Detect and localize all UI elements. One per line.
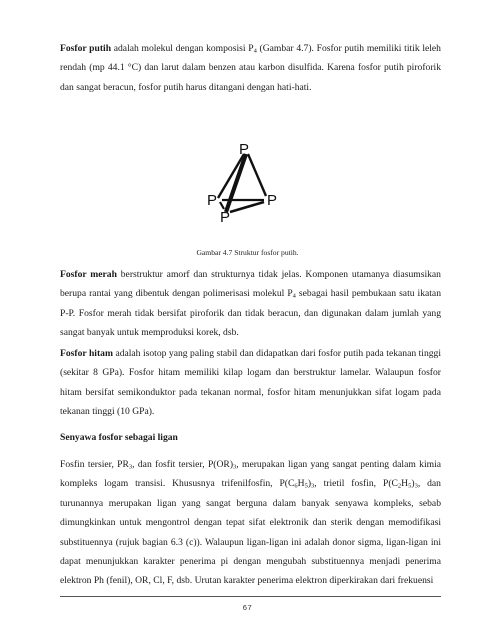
page-number: 67 xyxy=(242,603,253,612)
subscript: 6 xyxy=(294,482,298,490)
figure-caption: Gambar 4.7 Struktur fosfor putih. xyxy=(196,248,299,257)
subscript: 3 xyxy=(233,463,237,471)
paragraph-text: H xyxy=(297,478,305,490)
paragraph-text: , dan fosfit tersier, P(OR) xyxy=(132,459,234,470)
paragraph-fosfor-putih xyxy=(60,39,441,97)
subscript: 2 xyxy=(397,482,402,490)
subscript: 3 xyxy=(311,482,315,490)
bond-line xyxy=(226,154,246,212)
bond-line xyxy=(220,202,224,209)
term-fosfor-merah: Fosfor merah xyxy=(60,269,117,280)
term-fosfor-putih: Fosfor putih xyxy=(60,43,112,54)
bond-line xyxy=(248,154,266,196)
paragraph-fosfor-merah xyxy=(60,265,441,343)
subscript: 3 xyxy=(414,482,418,490)
paragraph-text: (Gambar 4.7). Fosfor putih memiliki titik leleh rendah (mp 44.1 °C) dan larut dalam benzen atau karbon disulfida. Karena fosfor putih piroforik dan sangat beracun, fosfor putih harus ditangani dengan hati-hati. xyxy=(60,43,441,93)
bond-line xyxy=(230,202,264,212)
section-heading: Senyawa fosfor sebagai ligan xyxy=(60,432,178,443)
paragraph-text: Fosfin tersier, PR xyxy=(60,459,129,470)
white-phosphorus-structure-figure xyxy=(180,140,320,240)
subscript: 4 xyxy=(292,292,296,300)
phosphorus-atom-left: P xyxy=(207,192,218,209)
phosphorus-atom-right: P xyxy=(267,192,278,209)
subscript: 5 xyxy=(304,482,308,490)
subscript: 3 xyxy=(128,463,133,471)
paragraph-text: sebagai hasil pembukaan satu ikatan P-P. Fosfor merah tidak bersifat piroforik dan tidak beracun, dan digunakan dalam jumlah yang sangat banyak untuk memproduksi korek, dsb. xyxy=(60,288,441,339)
subscript: 5 xyxy=(408,482,412,490)
paragraph-text: ) xyxy=(411,478,415,490)
term-fosfor-hitam: Fosfor hitam xyxy=(60,348,113,359)
paragraph-ligan xyxy=(60,455,441,591)
subscript: 4 xyxy=(253,47,257,55)
paragraph-text: adalah isotop yang paling stabil dan didapatkan dari fosfor putih pada tekanan tinggi (sekitar 8 GPa). Fosfor hitam memiliki kilap logam dan berstruktur lamelar. Walaupun fosfor hitam bersifat semikonduktor pada tekanan normal, fosfor hitam menunjukkan sifat logam pada tekanan tinggi (10 GPa). xyxy=(60,348,441,418)
paragraph-text: H xyxy=(401,478,409,490)
paragraph-fosfor-hitam xyxy=(60,344,441,422)
footer-divider xyxy=(60,596,441,597)
paragraph-text: , merupakan ligan yang sangat penting dalam kimia kompleks logam transisi. Khususnya trifenilfosfin, P(C xyxy=(60,459,441,490)
paragraph-text: adalah molekul dengan komposisi P xyxy=(111,43,254,54)
paragraph-text: , dan turunannya merupakan ligan yang sangat berguna dalam banyak senyawa kompleks, sebab dimungkinkan untuk mengontrol dengan tepat sifat elektronik dan sterik dengan memodifikasi substituennya (rujuk bagian 6.3 (c)). Walaupun ligan-ligan ini adalah donor sigma, ligan-ligan ini dapat menunjukkan karakter penerima pi dengan mengubah substituennya menjadi penerima elektron Ph (fenil), OR, Cl, F, dsb. Urutan karakter penerima elektron diperkirakan dari frekuensi xyxy=(60,478,441,587)
paragraph-text: berstruktur amorf dan strukturnya tidak jelas. Komponen utamanya diasumsikan berupa rantai yang dibentuk dengan polimerisasi molekul P xyxy=(60,269,441,300)
paragraph-text: , trietil fosfin, P(C xyxy=(314,478,398,490)
phosphorus-atom-top: P xyxy=(239,141,250,158)
phosphorus-atom-bottom: P xyxy=(220,209,231,226)
paragraph-text: ) xyxy=(307,478,312,490)
